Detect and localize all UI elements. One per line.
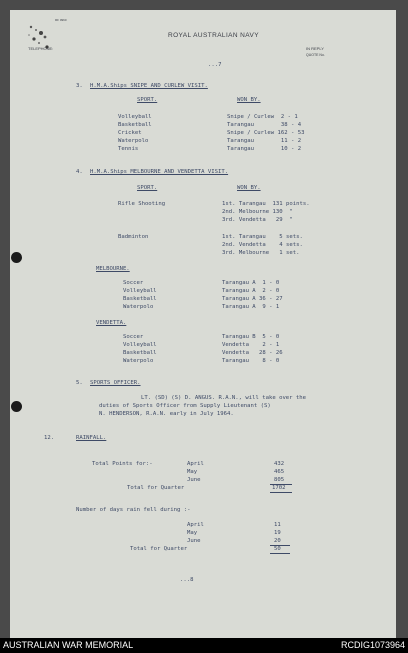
rain-days-month: April [187, 522, 204, 528]
section-3-won: Tarangau 38 - 4 [227, 122, 302, 128]
vendetta-won: Vendetta 28 - 26 [222, 350, 283, 356]
points-quarter-label: Total for Quarter [127, 485, 185, 491]
section-3-won: Tarangau 10 - 2 [227, 146, 302, 152]
document-page [10, 10, 396, 638]
section-4-number: 4. [76, 169, 83, 175]
archive-name: AUSTRALIAN WAR MEMORIAL [3, 640, 134, 650]
in-reply-label: IN REPLY [306, 46, 324, 51]
melbourne-sport: Volleyball [123, 288, 157, 294]
total-rule [270, 553, 290, 554]
rainfall-month: June [187, 477, 201, 483]
rain-days-month: May [187, 530, 198, 536]
section-3-won: Snipe / Curlew 2 - 1 [227, 114, 298, 120]
melbourne-sport: Waterpolo [123, 304, 154, 310]
section-3-sport: Cricket [118, 130, 142, 136]
rainfall-points: 465 [274, 469, 285, 475]
rifle-result-line: 3rd. Vendetta 29 " [222, 217, 293, 223]
vendetta-subheading: VENDETTA. [96, 320, 127, 326]
document-title: ROYAL AUSTRALIAN NAVY [168, 32, 259, 39]
badminton-result-line: 2nd. Vendetta 4 sets. [222, 242, 303, 248]
section-4-heading: H.M.A.Ships MELBOURNE AND VENDETTA VISIT. [90, 169, 229, 175]
punch-hole [11, 401, 22, 412]
section-3-number: 3. [76, 83, 83, 89]
form-number: RF 0960 [55, 18, 67, 22]
melbourne-won: Tarangau A 1 - 0 [222, 280, 280, 286]
days-quarter-total: 50 [274, 546, 281, 552]
section-3-sport: Tennis [118, 146, 139, 152]
punch-hole [11, 252, 22, 263]
melbourne-won: Tarangau A 36 - 27 [222, 296, 283, 302]
section-3-won: Snipe / Curlew 162 - 53 [227, 130, 305, 136]
section-3-sport: Waterpolo [118, 138, 149, 144]
section-5-line: LT. (SD) (S) D. ANGUS. R.A.N., will take over the [141, 395, 307, 401]
melbourne-subheading: MELBOURNE. [96, 266, 130, 272]
rainfall-month: April [187, 461, 204, 467]
section-4-wonby-header: WON BY. [237, 185, 261, 191]
page-marker-top: ...7 [208, 62, 222, 68]
rainfall-points: 432 [274, 461, 285, 467]
rainfall-points: 805 [274, 477, 285, 483]
melbourne-won: Tarangau A 9 - 1 [222, 304, 280, 310]
melbourne-won: Tarangau A 2 - 0 [222, 288, 280, 294]
section-12-number: 12. [44, 435, 55, 441]
section-5-line: duties of Sports Officer from Supply Lieutenant (S) [99, 403, 271, 409]
badminton-result-line: 1st. Tarangau 5 sets. [222, 234, 303, 240]
quote-number-label: QUOTE No. [306, 53, 325, 57]
melbourne-sport: Basketball [123, 296, 157, 302]
rain-days-label: Number of days rain fell during :- [76, 507, 191, 513]
archive-record-id: RCDIG1073964 [340, 640, 405, 650]
vendetta-sport: Soccer [123, 334, 144, 340]
total-rule [270, 492, 292, 493]
badminton-label: Badminton [118, 234, 149, 240]
rain-days-month: June [187, 538, 201, 544]
section-3-won: Tarangau 11 - 2 [227, 138, 302, 144]
rainfall-month: May [187, 469, 198, 475]
section-5-heading: SPORTS OFFICER. [90, 380, 141, 386]
rain-days-value: 19 [274, 530, 281, 536]
section-5-line: N. HENDERSON, R.A.N. early in July 1964. [99, 411, 234, 417]
rifle-result-line: 2nd. Melbourne 130 " [222, 209, 293, 215]
vendetta-sport: Waterpolo [123, 358, 154, 364]
rain-days-value: 11 [274, 522, 281, 528]
rifle-shooting-label: Rifle Shooting [118, 201, 166, 207]
archive-footer-bar [0, 638, 408, 653]
section-4-sport-header: SPORT. [137, 185, 158, 191]
badminton-result-line: 3rd. Melbourne 1 set. [222, 250, 300, 256]
section-3-wonby-header: WON BY. [237, 97, 261, 103]
melbourne-sport: Soccer [123, 280, 144, 286]
section-3-sport-header: SPORT. [137, 97, 158, 103]
vendetta-sport: Basketball [123, 350, 157, 356]
vendetta-sport: Volleyball [123, 342, 157, 348]
points-quarter-total: 1702 [272, 485, 286, 491]
days-quarter-label: Total for Quarter [130, 546, 188, 552]
total-points-label: Total Points for:- [92, 461, 153, 467]
vendetta-won: Tarangau 8 - 0 [222, 358, 280, 364]
section-3-sport: Basketball [118, 122, 152, 128]
rifle-result-line: 1st. Tarangau 131 points. [222, 201, 310, 207]
page-marker-bottom: ...8 [180, 577, 194, 583]
vendetta-won: Vendetta 2 - 1 [222, 342, 280, 348]
section-12-heading: RAINFALL. [76, 435, 107, 441]
section-5-number: 5. [76, 380, 83, 386]
telephone-label: TELEPHONE: [28, 46, 54, 51]
vendetta-won: Tarangau B 5 - 0 [222, 334, 280, 340]
section-3-sport: Volleyball [118, 114, 152, 120]
rain-days-value: 20 [274, 538, 281, 544]
section-3-heading: H.M.A.Ships SNIPE AND CURLEW VISIT. [90, 83, 208, 89]
